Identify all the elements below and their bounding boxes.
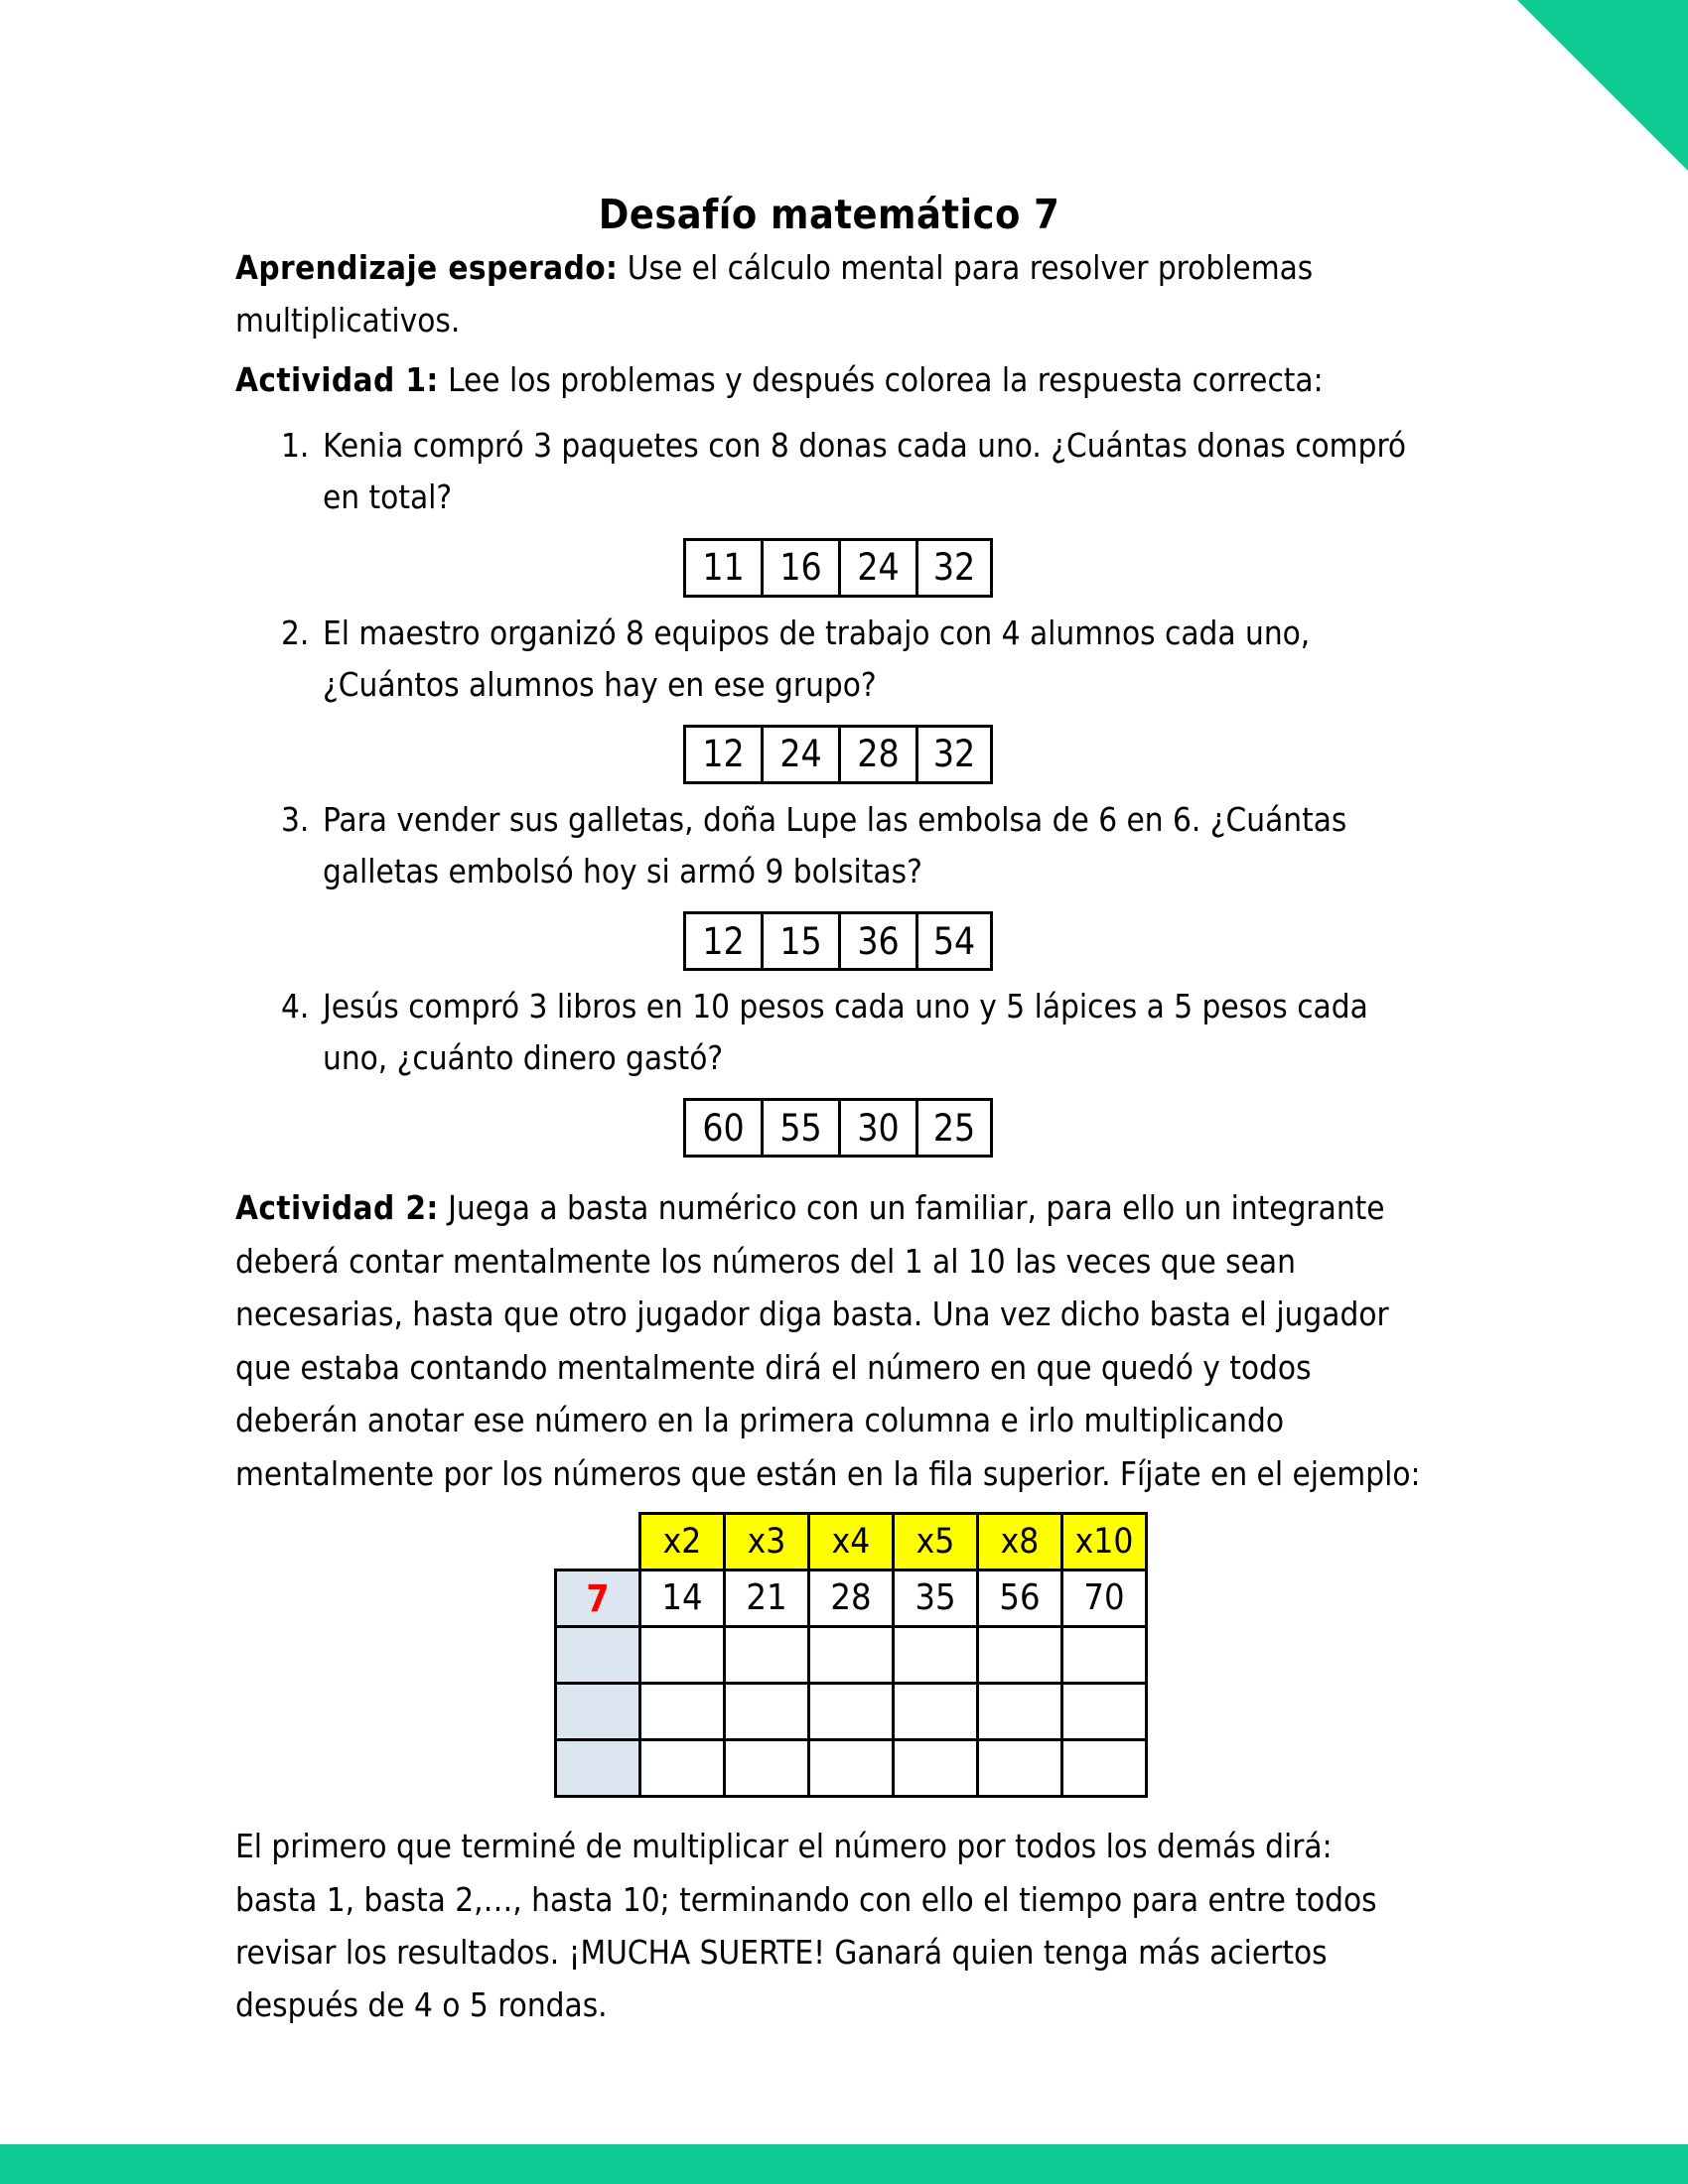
table-header-cell: x10 (1062, 1514, 1147, 1570)
table-cell[interactable]: 21 (725, 1570, 809, 1627)
activity2-label: Actividad 2: (235, 1188, 439, 1228)
problem-text: El maestro organizó 8 equipos de trabajo con 4 alumnos cada uno, ¿Cuántos alumnos hay en ese grupo? (323, 613, 1311, 704)
activity1-label: Actividad 1: (235, 359, 439, 399)
answer-option[interactable]: 32 (915, 725, 993, 784)
answer-option[interactable]: 24 (761, 725, 838, 784)
answer-option[interactable]: 54 (915, 911, 993, 971)
answer-option[interactable]: 36 (838, 911, 915, 971)
table-cell[interactable]: 56 (978, 1570, 1062, 1627)
problem-number: 1. (281, 426, 310, 466)
answer-options-1 (323, 538, 1423, 598)
table-cell[interactable]: 35 (894, 1570, 978, 1627)
decorative-corner-triangle (1517, 0, 1688, 171)
activity1-text: Lee los problemas y después colorea la respuesta correcta: (438, 359, 1324, 399)
answer-option[interactable]: 12 (683, 725, 761, 784)
answer-option[interactable]: 15 (761, 911, 838, 971)
answer-options-2 (323, 725, 1423, 784)
problem-number: 3. (281, 799, 310, 839)
table-cell[interactable]: 70 (1062, 1570, 1147, 1627)
table-cell[interactable] (725, 1740, 809, 1797)
problem-text: Para vender sus galletas, doña Lupe las embolsa de 6 en 6. ¿Cuántas galletas embolsó hoy si armó 9 bolsitas? (323, 799, 1347, 890)
closing-paragraph: El primero que terminé de multiplicar el número por todos los demás dirá: basta 1, basta 2,…, hasta 10; terminando con ello el tiempo para entre todos revisar los resultados. ¡MUCHA SUERTE! Ganará quien tenga más aciertos después de 4 o 5 rondas. (235, 1827, 1377, 2025)
table-cell[interactable] (640, 1684, 725, 1740)
answer-option[interactable]: 25 (915, 1098, 993, 1158)
basta-table-container (235, 1500, 1423, 1798)
table-cell[interactable] (640, 1740, 725, 1797)
page-title: Desafío matemático 7 (598, 191, 1060, 238)
table-header-cell: x8 (978, 1514, 1062, 1570)
multiplication-table (554, 1512, 1148, 1798)
table-header (556, 1514, 1147, 1570)
table-cell[interactable] (978, 1627, 1062, 1684)
table-cell[interactable] (894, 1627, 978, 1684)
table-row-label[interactable]: 7 (556, 1570, 640, 1627)
footer-accent-bar (0, 2144, 1688, 2184)
table-row (556, 1684, 1147, 1740)
table-cell[interactable] (1062, 1740, 1147, 1797)
problem-number: 2. (281, 613, 310, 652)
problem-text: Jesús compró 3 libros en 10 pesos cada uno y 5 lápices a 5 pesos cada uno, ¿cuánto dinero gastó? (323, 987, 1368, 1078)
table-cell[interactable] (725, 1627, 809, 1684)
problem-number: 4. (281, 987, 310, 1026)
table-row-label[interactable] (556, 1684, 640, 1740)
worksheet-content (235, 0, 1423, 2032)
learning-objective-text: Use el cálculo mental para resolver problemas multiplicativos. (235, 248, 1314, 341)
table-cell[interactable] (809, 1740, 894, 1797)
activity1-instruction (235, 347, 1423, 406)
learning-objective-label: Aprendizaje esperado: (235, 248, 619, 287)
answer-option[interactable]: 32 (915, 538, 993, 598)
problem-item-2 (235, 608, 1423, 784)
learning-objective-paragraph (235, 235, 1423, 347)
table-cell[interactable] (894, 1684, 978, 1740)
table-corner-blank (556, 1514, 640, 1570)
answer-option[interactable]: 11 (683, 538, 761, 598)
answer-option[interactable]: 16 (761, 538, 838, 598)
problem-text: Kenia compró 3 paquetes con 8 donas cada uno. ¿Cuántas donas compró en total? (323, 426, 1407, 517)
table-header-row (556, 1514, 1147, 1570)
problem-item-3 (235, 794, 1423, 971)
table-cell[interactable] (894, 1740, 978, 1797)
table-cell[interactable] (1062, 1627, 1147, 1684)
table-cell[interactable]: 14 (640, 1570, 725, 1627)
table-cell[interactable] (978, 1684, 1062, 1740)
table-cell[interactable] (640, 1627, 725, 1684)
table-cell[interactable] (978, 1740, 1062, 1797)
answer-option[interactable]: 60 (683, 1098, 761, 1158)
table-row-label[interactable] (556, 1627, 640, 1684)
table-header-cell: x3 (725, 1514, 809, 1570)
table-cell[interactable] (1062, 1684, 1147, 1740)
table-cell[interactable] (725, 1684, 809, 1740)
table-cell[interactable]: 28 (809, 1570, 894, 1627)
activity2-text: Juega a basta numérico con un familiar, para ello un integrante deberá contar mentalmente los números del 1 al 10 las veces que sean necesarias, hasta que otro jugador diga basta. Una vez dicho basta el jugador que estaba contando mentalmente dirá el número en que quedó y todos deberán anotar ese número en la primera columna e irlo multiplicando mentalmente por los números que están en la fila superior. Fíjate en el ejemplo: (235, 1188, 1421, 1493)
answer-option[interactable]: 30 (838, 1098, 915, 1158)
table-cell[interactable] (809, 1684, 894, 1740)
table-cell[interactable] (809, 1627, 894, 1684)
problem-item-4 (235, 981, 1423, 1158)
problem-item-1 (235, 420, 1423, 597)
table-row (556, 1740, 1147, 1797)
table-row (556, 1570, 1147, 1627)
answer-options-4 (323, 1098, 1423, 1158)
table-body (556, 1570, 1147, 1797)
table-header-cell: x4 (809, 1514, 894, 1570)
answer-option[interactable]: 12 (683, 911, 761, 971)
answer-option[interactable]: 24 (838, 538, 915, 598)
answer-option[interactable]: 55 (761, 1098, 838, 1158)
answer-options-3 (323, 911, 1423, 971)
answer-option[interactable]: 28 (838, 725, 915, 784)
table-header-cell: x5 (894, 1514, 978, 1570)
table-header-cell: x2 (640, 1514, 725, 1570)
activity2-instruction (235, 1167, 1423, 1500)
table-row-label[interactable] (556, 1740, 640, 1797)
problem-list (235, 406, 1423, 1158)
table-row (556, 1627, 1147, 1684)
